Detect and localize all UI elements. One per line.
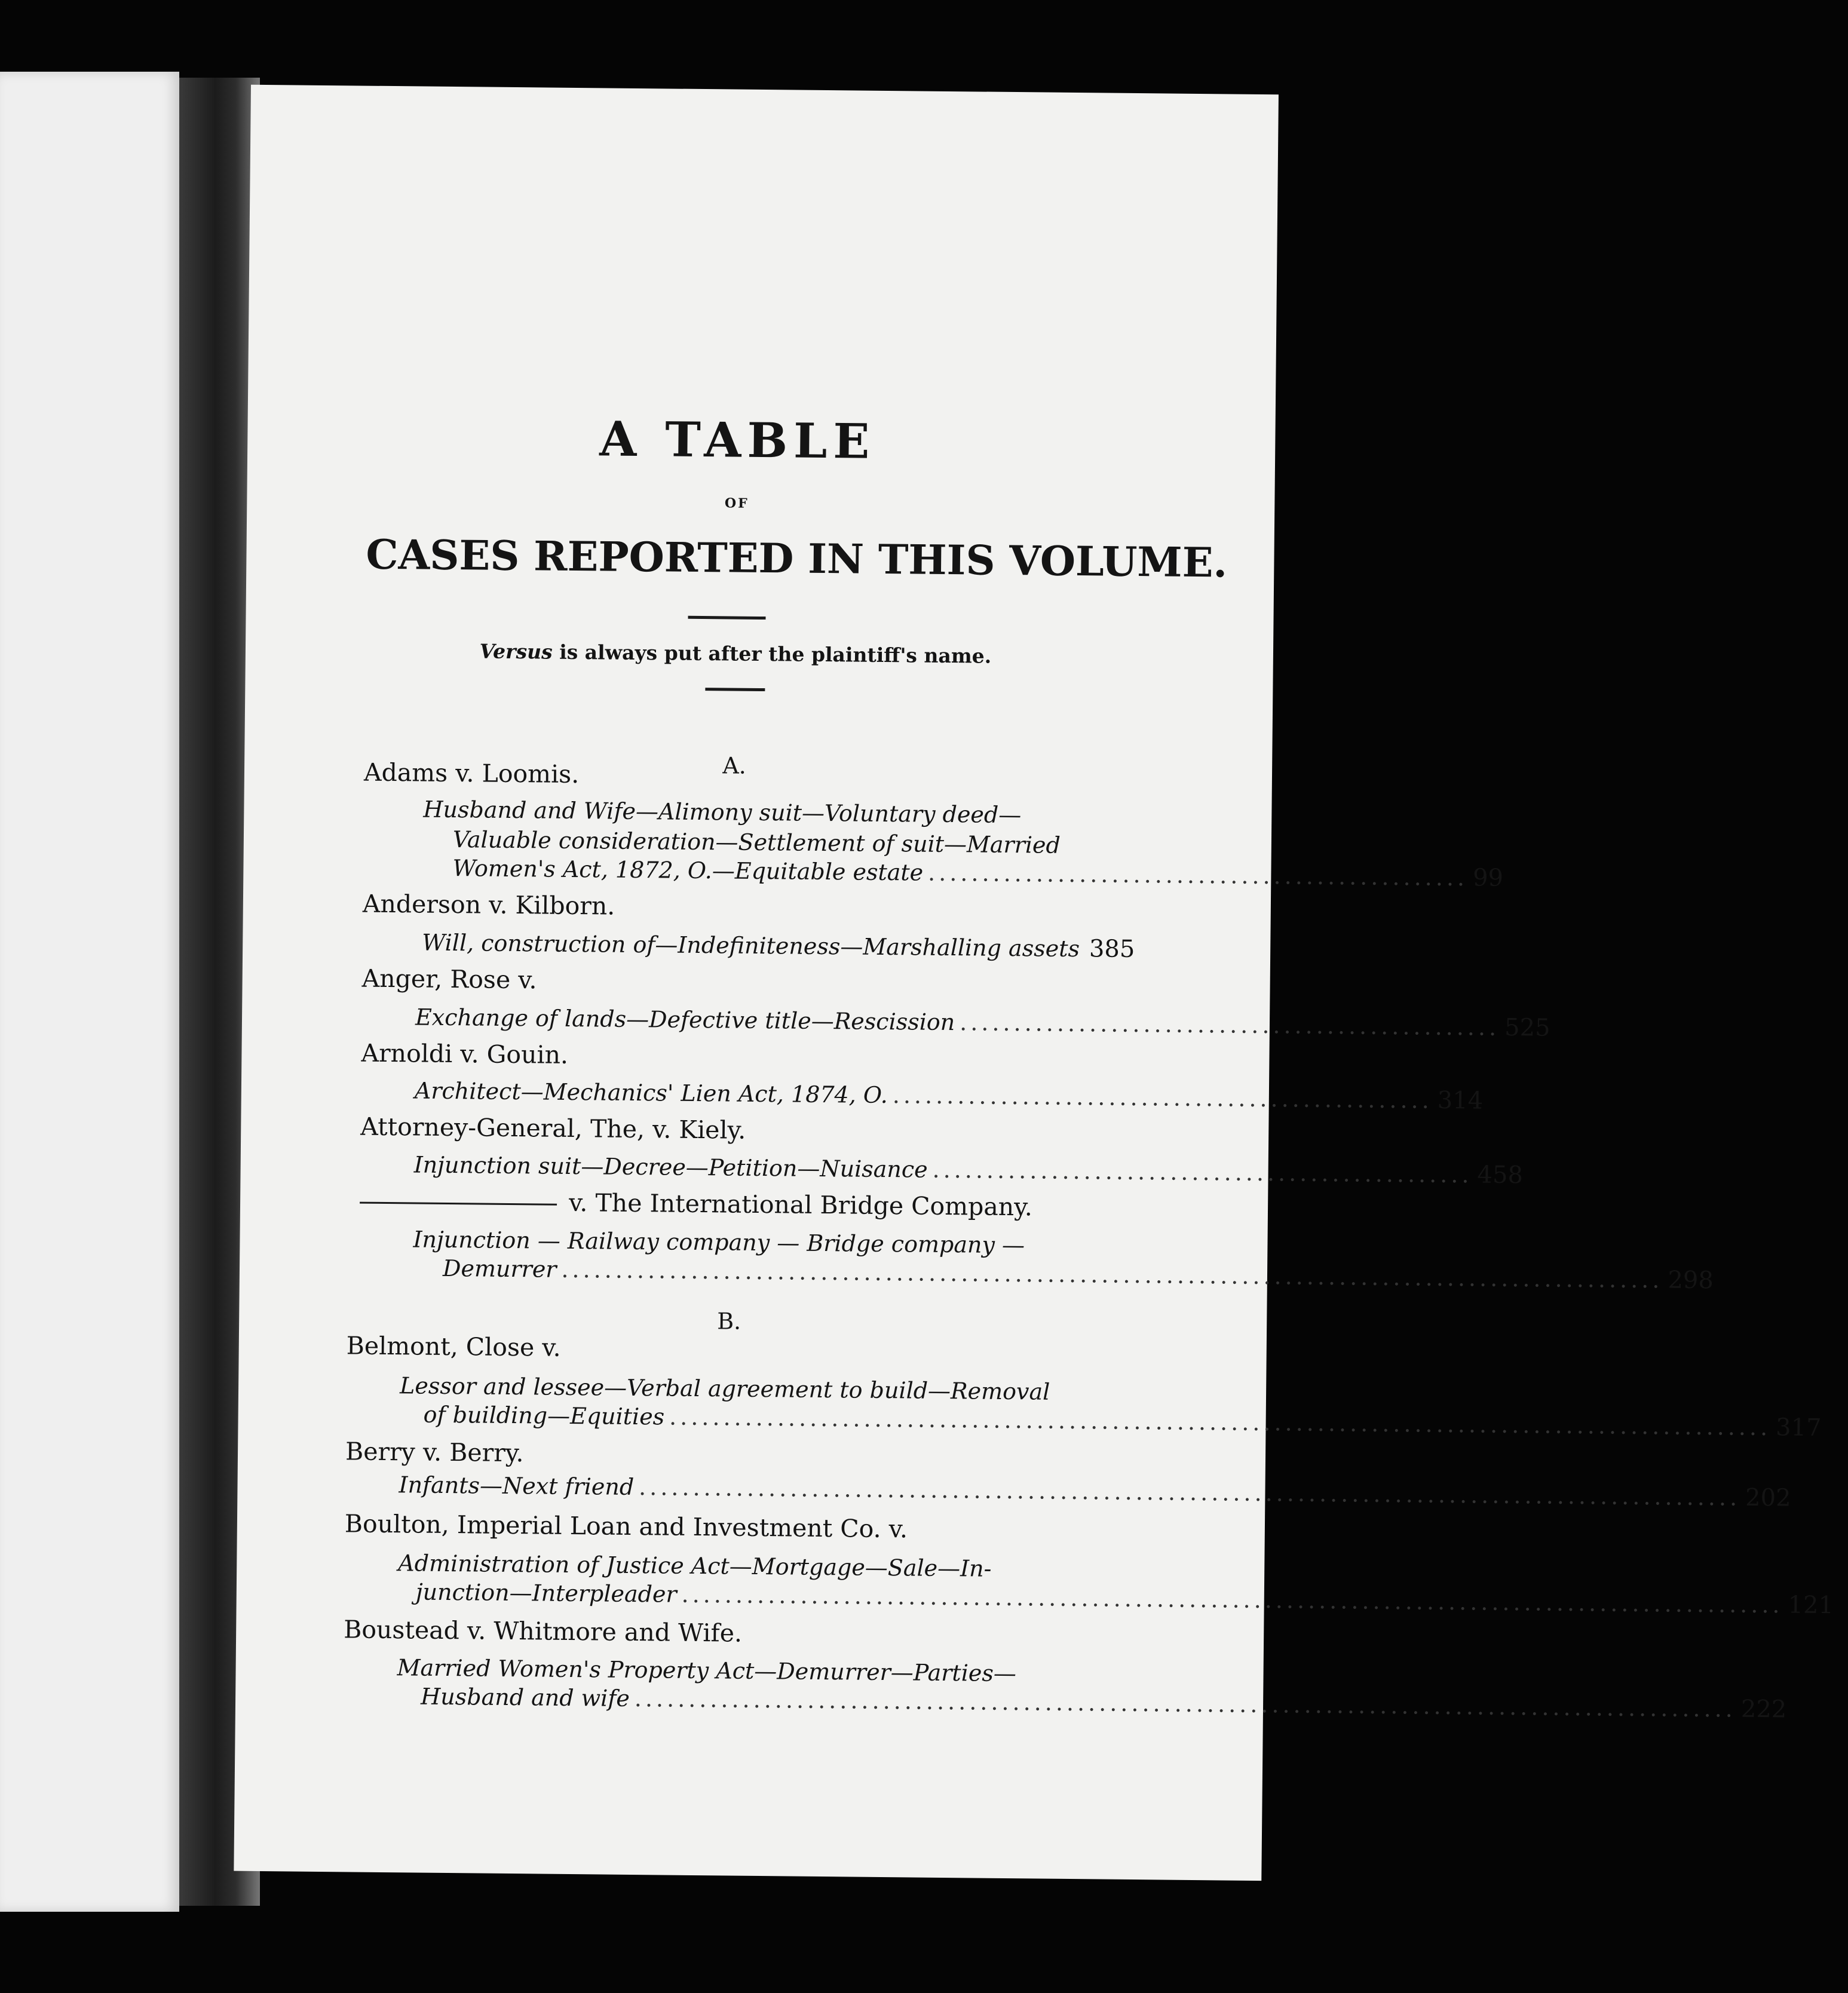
desc-line: Injunction suit—Decree—Petition—Nuisance (413, 1151, 928, 1183)
case-title-adams: Adams v. Loomis. (363, 758, 580, 789)
dot-leader: ...................................................................................................... (669, 1403, 1772, 1441)
title-connector: OF (724, 495, 749, 511)
dot-leader: ...................................................................................................... (638, 1474, 1741, 1511)
note-text: is always put after the plaintiff's name. (552, 640, 992, 668)
ditto-rule (360, 1202, 557, 1206)
page-title: A TABLE (599, 410, 876, 470)
case-title-boulton: Boulton, Imperial Loan and Investment Co. v. (344, 1509, 908, 1544)
desc-line: Husband and wife (420, 1683, 630, 1712)
desc-line: Administration of Justice Act—Mortgage—Sale—In- (398, 1550, 992, 1582)
facing-page (0, 72, 179, 1912)
desc-line: Valuable consideration—Settlement of suit—Married (452, 826, 1061, 858)
case-title-attorney: Attorney-General, The, v. Kiely. (360, 1112, 746, 1145)
book-page (234, 85, 1834, 1881)
case-leader-boustead (420, 1683, 1787, 1724)
dot-leader: .................................................. (960, 1009, 1500, 1041)
page-number: 314 (1437, 1086, 1484, 1115)
case-leader-anderson (422, 929, 1135, 964)
case-title-attorney-2 (360, 1186, 1032, 1222)
case-leader-berry (399, 1471, 1791, 1512)
desc-line: Infants—Next friend (399, 1471, 635, 1501)
case-title-belmont: Belmont, Close v. (346, 1331, 561, 1362)
dot-leader: ...................................................................................................... (561, 1256, 1663, 1293)
table-of-cases (343, 86, 1834, 1724)
desc-line: Women's Act, 1872, O.—Equitable estate (452, 855, 924, 886)
arrow-rule (705, 688, 765, 691)
page-number: 385 (1089, 935, 1135, 964)
desc-line: Architect—Mechanics' Lien Act, 1874, O. (414, 1077, 888, 1109)
case-leader-attorney (413, 1151, 1524, 1189)
desc-line: Husband and Wife—Alimony suit—Voluntary deed— (423, 796, 1022, 829)
page-number: 222 (1740, 1695, 1787, 1724)
case-title-berry: Berry v. Berry. (345, 1437, 524, 1468)
desc-line: Demurrer (442, 1255, 557, 1283)
page-number: 121 (1788, 1591, 1834, 1620)
dot-leader: ...................................................................................................... (634, 1685, 1737, 1722)
dot-leader: ...................................................................................................... (681, 1581, 1783, 1618)
case-title-anderson: Anderson v. Kilborn. (362, 889, 615, 921)
dot-leader: .................................................. (892, 1082, 1433, 1114)
desc-line: Married Women's Property Act—Demurrer—Parties— (397, 1654, 1017, 1687)
page-number: 458 (1477, 1161, 1524, 1189)
page-number: 298 (1668, 1266, 1714, 1295)
case-leader-adams (452, 854, 1504, 892)
case-desc-adams (423, 795, 1105, 861)
title-rule (688, 616, 765, 620)
case-leader-belmont (423, 1401, 1822, 1442)
case-leader-attorney-2 (442, 1255, 1714, 1295)
desc-line: Injunction — Railway company — Bridge company — (413, 1226, 1025, 1259)
dot-leader: .................................................. (932, 1156, 1473, 1188)
case-title-boustead: Boustead v. Whitmore and Wife. (343, 1615, 743, 1648)
case-leader-arnoldi (414, 1077, 1484, 1115)
page-number: 317 (1775, 1414, 1822, 1442)
section-letter-b: B. (716, 1308, 741, 1335)
dot-leader: .................................................. (927, 859, 1469, 891)
case-title-text: v. The International Bridge Company. (568, 1188, 1033, 1222)
case-title-arnoldi: Arnoldi v. Gouin. (361, 1038, 569, 1069)
case-title-anger: Anger, Rose v. (361, 964, 537, 995)
page-number: 525 (1504, 1013, 1550, 1042)
note-italic: Versus (479, 639, 553, 664)
case-leader-anger (415, 1003, 1550, 1042)
desc-line: Lessor and lessee—Verbal agreement to build—Removal (399, 1372, 1050, 1405)
editorial-note (365, 639, 1106, 669)
desc-line: Exchange of lands—Defective title—Rescission (415, 1004, 955, 1036)
section-letter-a: A. (722, 752, 747, 779)
desc-line: junction—Interpleader (415, 1578, 677, 1608)
desc-line: Will, construction of—Indefiniteness—Marshalling assets (422, 929, 1080, 962)
page-number: 99 (1472, 864, 1504, 892)
case-leader-boulton (415, 1578, 1834, 1620)
page-subtitle: CASES REPORTED IN THIS VOLUME. (366, 531, 1228, 587)
page-number: 202 (1745, 1483, 1791, 1512)
desc-line: of building—Equities (423, 1401, 665, 1430)
